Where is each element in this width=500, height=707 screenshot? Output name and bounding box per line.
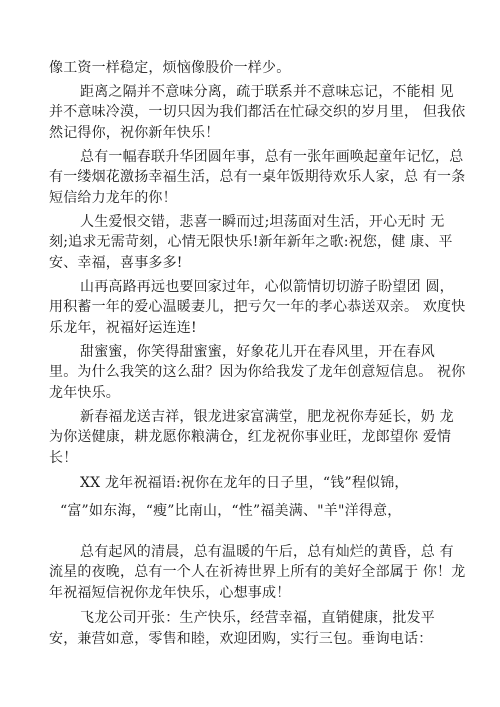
text-line: 龙年快乐。 (49, 385, 120, 401)
text-line: 年祝福短信祝你龙年快乐，心想事成！ (49, 585, 291, 601)
text-line: 长！ (49, 450, 78, 466)
text-line: 总有起风的清晨，总有温暖的午后，总有灿烂的黄昏，总 有 (80, 544, 454, 560)
text-line: 短信给力龙年的你！ (49, 190, 177, 206)
text-line: 山再高路再远也要回家过年，心似箭情切切游子盼望团 圆， (80, 279, 454, 295)
text-line: 乐龙年，祝福好运连连! (49, 320, 197, 336)
text-line: 并不意味冷漠，一切只因为我们都活在忙碌交织的岁月里， 但我依 (49, 104, 466, 120)
text-line: “富”如东海，“瘦”比南山，“性”福美满、"羊"洋得意， (60, 503, 402, 519)
text-line: 为你送健康，耕龙愿你粮满仓，红龙祝你事业旺，龙郎望你 爱情 (49, 429, 452, 445)
text-line: 然记得你，祝你新年快乐！ (49, 125, 220, 141)
text-line: 像工资一样稳定，烦恼像股价一样少。 (49, 60, 291, 76)
text-line: 里。为什么我笑的这么甜？因为你给我发了龙年创意短信息。 祝你 (49, 364, 466, 380)
text-line: 安，兼营如意，零售和睦，欢迎团购，实行三包。垂询电话： (49, 631, 433, 647)
text-line: XX 龙年祝福语:祝你在龙年的日子里，“钱”程似锦， (80, 475, 409, 491)
text-line: 飞龙公司开张：生产快乐，经营幸福，直销健康，批发平 (80, 610, 435, 626)
text-line: 总有一幅春联升华团圆年事，总有一张年画唤起童年记忆，总 (80, 149, 464, 165)
text-line: 有一缕烟花激扬幸福生活，总有一桌年饭期待欢乐人家，总 有一条 (49, 169, 466, 185)
text-line: 人生爱恨交错，悲喜一瞬而过;坦荡面对生活，开心无时 无 (80, 214, 445, 230)
text-line: 流星的夜晚，总有一个人在祈祷世界上所有的美好全部属于 你！龙 (49, 564, 466, 580)
text-line: 用积蓄一年的爱心温暖妻儿，把亏欠一年的孝心恭送双亲。 欢度快 (49, 299, 466, 315)
text-line: 距离之隔并不意味分离，疏于联系并不意味忘记，不能相 见 (80, 84, 454, 100)
text-line: 安、幸福，喜事多多! (49, 255, 183, 271)
text-line: 新春福龙送吉祥，银龙进家富满堂，肥龙祝你寿延长，奶 龙 (80, 409, 454, 425)
text-line: 刻;追求无需苛刻，心情无限快乐!新年新年之歌:祝您，健 康、平 (49, 234, 453, 250)
text-line: 甜蜜蜜，你笑得甜蜜蜜，好象花儿开在春风里，开在春风 (80, 344, 435, 360)
